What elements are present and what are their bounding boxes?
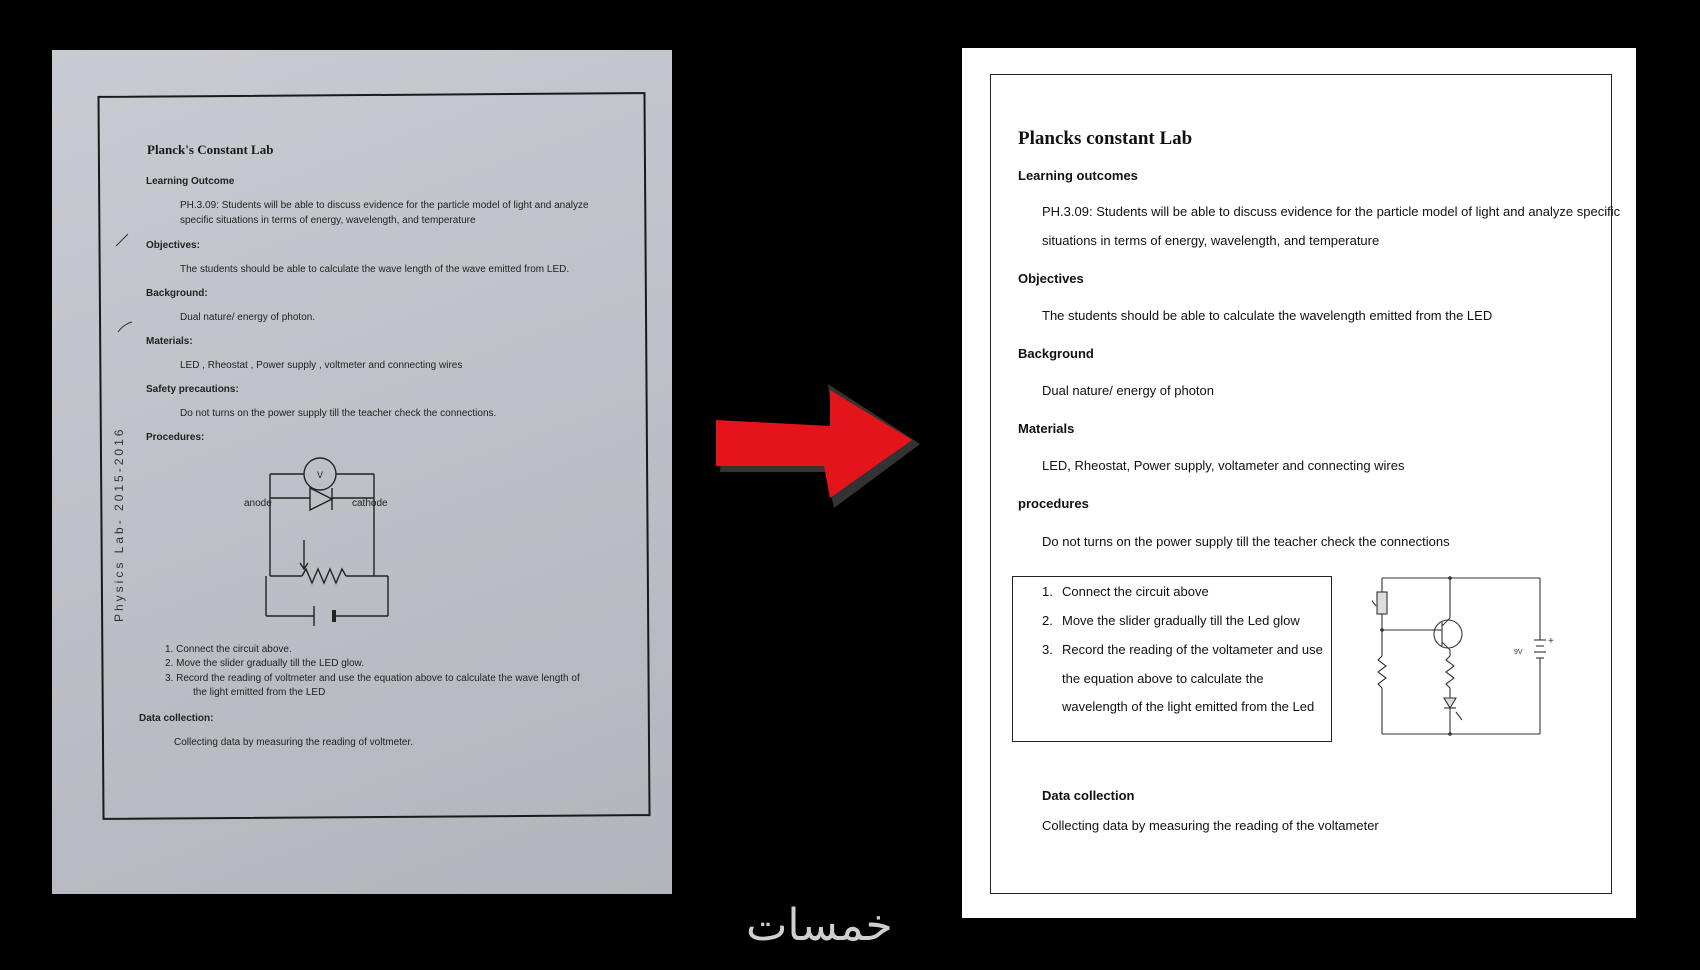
learning-outcome-line-2: situations in terms of energy, wavelength, and temperature: [1042, 233, 1380, 248]
heading-objectives: Objectives: [1018, 271, 1084, 286]
photo-cathode-label: cathode: [352, 498, 388, 509]
step-2-number: 2.: [1042, 613, 1053, 628]
document-title: Plancks constant Lab: [1018, 128, 1193, 149]
photo-title: Planck's Constant Lab: [147, 142, 274, 157]
objectives-text: The students should be able to calculate the wavelength emitted from the LED: [1042, 308, 1493, 323]
battery-voltage-label: 9V: [1514, 649, 1523, 656]
battery-plus-label: +: [1548, 636, 1554, 647]
photo-materials-text: LED , Rheostat , Power supply , voltmeter and connecting wires: [180, 360, 463, 371]
heading-procedures: procedures: [1018, 496, 1089, 511]
photo-background-text: Dual nature/ energy of photon.: [180, 312, 316, 323]
heading-materials: Materials: [1018, 421, 1075, 436]
procedures-text: Do not turns on the power supply till the teacher check the connections: [1042, 534, 1450, 549]
photo-step-1: 1. Connect the circuit above.: [165, 644, 292, 655]
photo-original-sheet: [52, 50, 672, 894]
arrow-right-icon: [712, 380, 922, 510]
photo-circuit-diagram: [52, 50, 672, 894]
step-2-text: Move the slider gradually till the Led glow: [1062, 613, 1300, 628]
photo-heading-materials: Materials:: [146, 336, 193, 347]
steps-box: [1012, 576, 1332, 742]
materials-text: LED, Rheostat, Power supply, voltameter and connecting wires: [1042, 458, 1405, 473]
photo-heading-safety: Safety precautions:: [146, 384, 239, 395]
background-text: Dual nature/ energy of photon: [1042, 383, 1215, 398]
photo-heading-procedures: Procedures:: [146, 432, 205, 443]
photo-learning-line-2: specific situations in terms of energy, wavelength, and temperature: [180, 215, 476, 226]
learning-outcome-line-1: PH.3.09: Students will be able to discuss evidence for the particle model of light and analyze specific: [1042, 204, 1621, 219]
transistor-circuit-diagram: [1372, 574, 1582, 754]
step-1-number: 1.: [1042, 584, 1053, 599]
photo-heading-objectives: Objectives:: [146, 240, 200, 251]
heading-data-collection: Data collection: [1042, 788, 1135, 803]
photo-voltmeter-label: V: [316, 470, 324, 480]
heading-learning-outcomes: Learning outcomes: [1018, 168, 1138, 183]
step-3-text-line-1: Record the reading of the voltameter and use: [1062, 642, 1323, 657]
photo-pen-mark: [118, 322, 132, 332]
step-3-text-line-2: the equation above to calculate the: [1062, 671, 1264, 686]
heading-background: Background: [1018, 346, 1094, 361]
photo-heading-data: Data collection:: [139, 713, 214, 724]
photo-step-3a: 3. Record the reading of voltmeter and use the equation above to calculate the wave length of: [165, 673, 580, 684]
photo-heading-background: Background:: [146, 288, 208, 299]
photo-step-2: 2. Move the slider gradually till the LED glow.: [165, 658, 364, 669]
step-3-number: 3.: [1042, 642, 1053, 657]
step-3-text-line-3: wavelength of the light emitted from the Led: [1062, 699, 1315, 714]
data-collection-text: Collecting data by measuring the reading of the voltameter: [1042, 818, 1379, 833]
photo-heading-learning: Learning Outcome: [146, 176, 235, 187]
photo-side-label: Physics Lab- 2015-2016: [112, 426, 126, 622]
photo-pen-mark: [116, 234, 128, 246]
photo-step-3b: the light emitted from the LED: [193, 687, 326, 698]
photo-data-text: Collecting data by measuring the reading of voltmeter.: [174, 737, 414, 748]
photo-safety-text: Do not turns on the power supply till the teacher check the connections.: [180, 408, 497, 419]
photo-anode-label: anode: [244, 498, 272, 509]
watermark-logo: خمسات: [746, 900, 893, 951]
photo-learning-line-1: PH.3.09: Students will be able to discuss evidence for the particle model of light and analyze: [180, 200, 589, 211]
document-border: [990, 74, 1612, 894]
photo-objectives-text: The students should be able to calculate the wave length of the wave emitted from LED.: [180, 264, 570, 275]
typed-document-page: [962, 48, 1636, 918]
step-1-text: Connect the circuit above: [1062, 584, 1209, 599]
